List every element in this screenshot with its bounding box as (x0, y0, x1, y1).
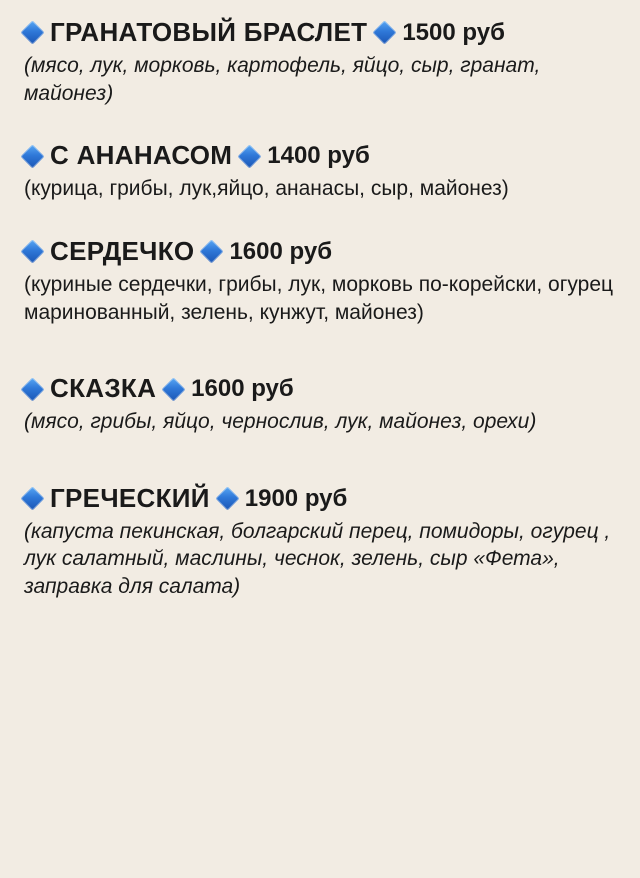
blue-diamond-icon (20, 377, 44, 401)
menu-item-price: 1600 руб (191, 375, 294, 403)
menu-item-price: 1900 руб (244, 485, 348, 513)
menu-item-description: (мясо, лук, морковь, картофель, яйцо, сыр, гранат, майонез) (24, 53, 541, 105)
menu-item-name: С АНАНАСОМ (50, 140, 233, 171)
menu-item (24, 484, 624, 601)
blue-diamond-icon (200, 240, 224, 264)
blue-diamond-icon (20, 240, 44, 264)
menu-item-header (24, 237, 624, 267)
menu-item (24, 237, 624, 326)
blue-diamond-icon (373, 21, 397, 45)
menu-item-name: ГРЕЧЕСКИЙ (50, 482, 210, 513)
blue-diamond-icon (215, 487, 239, 511)
blue-diamond-icon (20, 487, 44, 511)
menu-item (24, 374, 624, 436)
menu-item-name: ГРАНАТОВЫЙ БРАСЛЕТ (50, 17, 368, 47)
menu-item-header (24, 374, 624, 404)
blue-diamond-icon (238, 144, 262, 168)
menu-item-price: 1600 руб (229, 238, 333, 266)
menu-item-description: (мясо, грибы, яйцо, чернослив, лук, майонез, орехи) (24, 410, 537, 434)
menu-item-name: СКАЗКА (50, 373, 157, 404)
menu-item-description: (куриные сердечки, грибы, лук, морковь по-корейски, огурец маринованный, зелень, кунжут, майонез) (24, 272, 614, 324)
menu-item-price: 1400 руб (267, 142, 370, 170)
menu-item-description: (курица, грибы, лук,яйцо, ананасы, сыр, майонез) (24, 177, 509, 201)
blue-diamond-icon (20, 21, 44, 45)
menu-item-header (24, 18, 624, 48)
menu-item-price: 1500 руб (402, 19, 505, 47)
blue-diamond-icon (162, 377, 186, 401)
menu-item-header (24, 484, 624, 514)
blue-diamond-icon (20, 144, 44, 168)
menu-item-description: (капуста пекинская, болгарский перец, помидоры, огурец , лук салатный, маслины, чеснок, зелень, сыр «Фета», заправка для салата) (24, 519, 611, 599)
menu-item-header (24, 141, 624, 171)
menu-item-name: СЕРДЕЧКО (50, 235, 195, 266)
menu-item (24, 141, 624, 203)
menu-item (24, 18, 624, 107)
